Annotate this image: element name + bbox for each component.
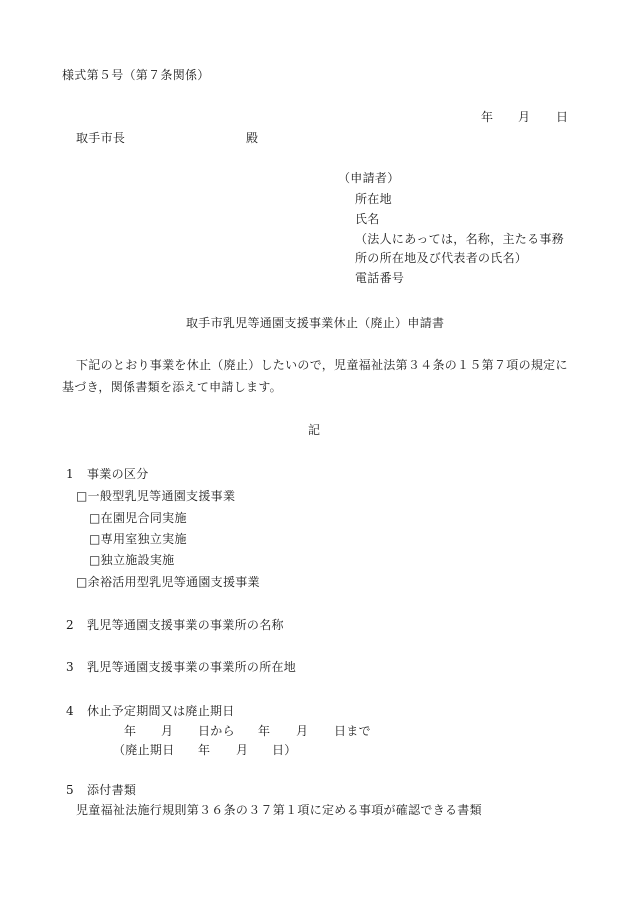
period-month-1: 月 bbox=[161, 724, 174, 738]
period-month-2: 月 bbox=[296, 724, 309, 738]
applicant-corporate-note-1: （法人にあっては，名称，主たる事務 bbox=[355, 232, 564, 246]
form-number: 様式第５号（第７条関係） bbox=[62, 68, 210, 82]
body-line-1: 下記のとおり事業を休止（廃止）したいので，児童福祉法第３４条の１５第７項の規定に bbox=[76, 358, 568, 372]
checkbox-independent-facility[interactable]: □独立施設実施 bbox=[89, 553, 175, 567]
abolition-month: 月 bbox=[236, 743, 249, 757]
section-2-number: 2 bbox=[66, 618, 74, 632]
date-day: 日 bbox=[556, 110, 569, 124]
body-line-2: 基づき，関係書類を添えて申請します。 bbox=[62, 380, 282, 394]
document-title: 取手市乳児等通園支援事業休止（廃止）申請書 bbox=[186, 316, 445, 330]
applicant-name-label: 氏名 bbox=[355, 212, 380, 226]
section-4-heading: 休止予定期間又は廃止期日 bbox=[87, 704, 235, 718]
ki-marker: 記 bbox=[308, 423, 321, 437]
section-3-number: 3 bbox=[66, 660, 74, 674]
checkbox-surplus-utilization-type[interactable]: □余裕活用型乳児等通園支援事業 bbox=[76, 575, 260, 589]
abolition-day: 日） bbox=[272, 743, 297, 757]
section-1-number: 1 bbox=[66, 467, 74, 481]
applicant-corporate-note-2: 所の所在地及び代表者の氏名） bbox=[355, 251, 528, 265]
applicant-heading: （申請者） bbox=[338, 171, 400, 185]
date-month: 月 bbox=[518, 110, 531, 124]
period-day-until: 日まで bbox=[334, 724, 371, 738]
period-year-2: 年 bbox=[258, 724, 271, 738]
period-day-from: 日から bbox=[198, 724, 235, 738]
period-year-1: 年 bbox=[124, 724, 137, 738]
abolition-label: （廃止期日 bbox=[113, 743, 175, 757]
checkbox-joint-with-enrolled[interactable]: □在園児合同実施 bbox=[89, 511, 187, 525]
section-1-heading: 事業の区分 bbox=[87, 467, 149, 481]
section-2-heading: 乳児等通園支援事業の事業所の名称 bbox=[87, 618, 284, 632]
addressee-honorific: 殿 bbox=[246, 131, 259, 145]
section-5-heading: 添付書類 bbox=[87, 783, 137, 797]
section-3-heading: 乳児等通園支援事業の事業所の所在地 bbox=[87, 660, 297, 674]
applicant-address-label: 所在地 bbox=[355, 192, 392, 206]
section-4-number: 4 bbox=[66, 704, 74, 718]
abolition-year: 年 bbox=[198, 743, 211, 757]
addressee-name: 取手市長 bbox=[76, 131, 126, 145]
checkbox-general-type[interactable]: □一般型乳児等通園支援事業 bbox=[76, 489, 236, 503]
applicant-phone-label: 電話番号 bbox=[355, 271, 405, 285]
date-year: 年 bbox=[481, 110, 494, 124]
section-5-content: 児童福祉法施行規則第３６条の３７第１項に定める事項が確認できる書類 bbox=[76, 803, 482, 817]
checkbox-dedicated-room[interactable]: □専用室独立実施 bbox=[89, 532, 187, 546]
section-5-number: 5 bbox=[66, 783, 74, 797]
